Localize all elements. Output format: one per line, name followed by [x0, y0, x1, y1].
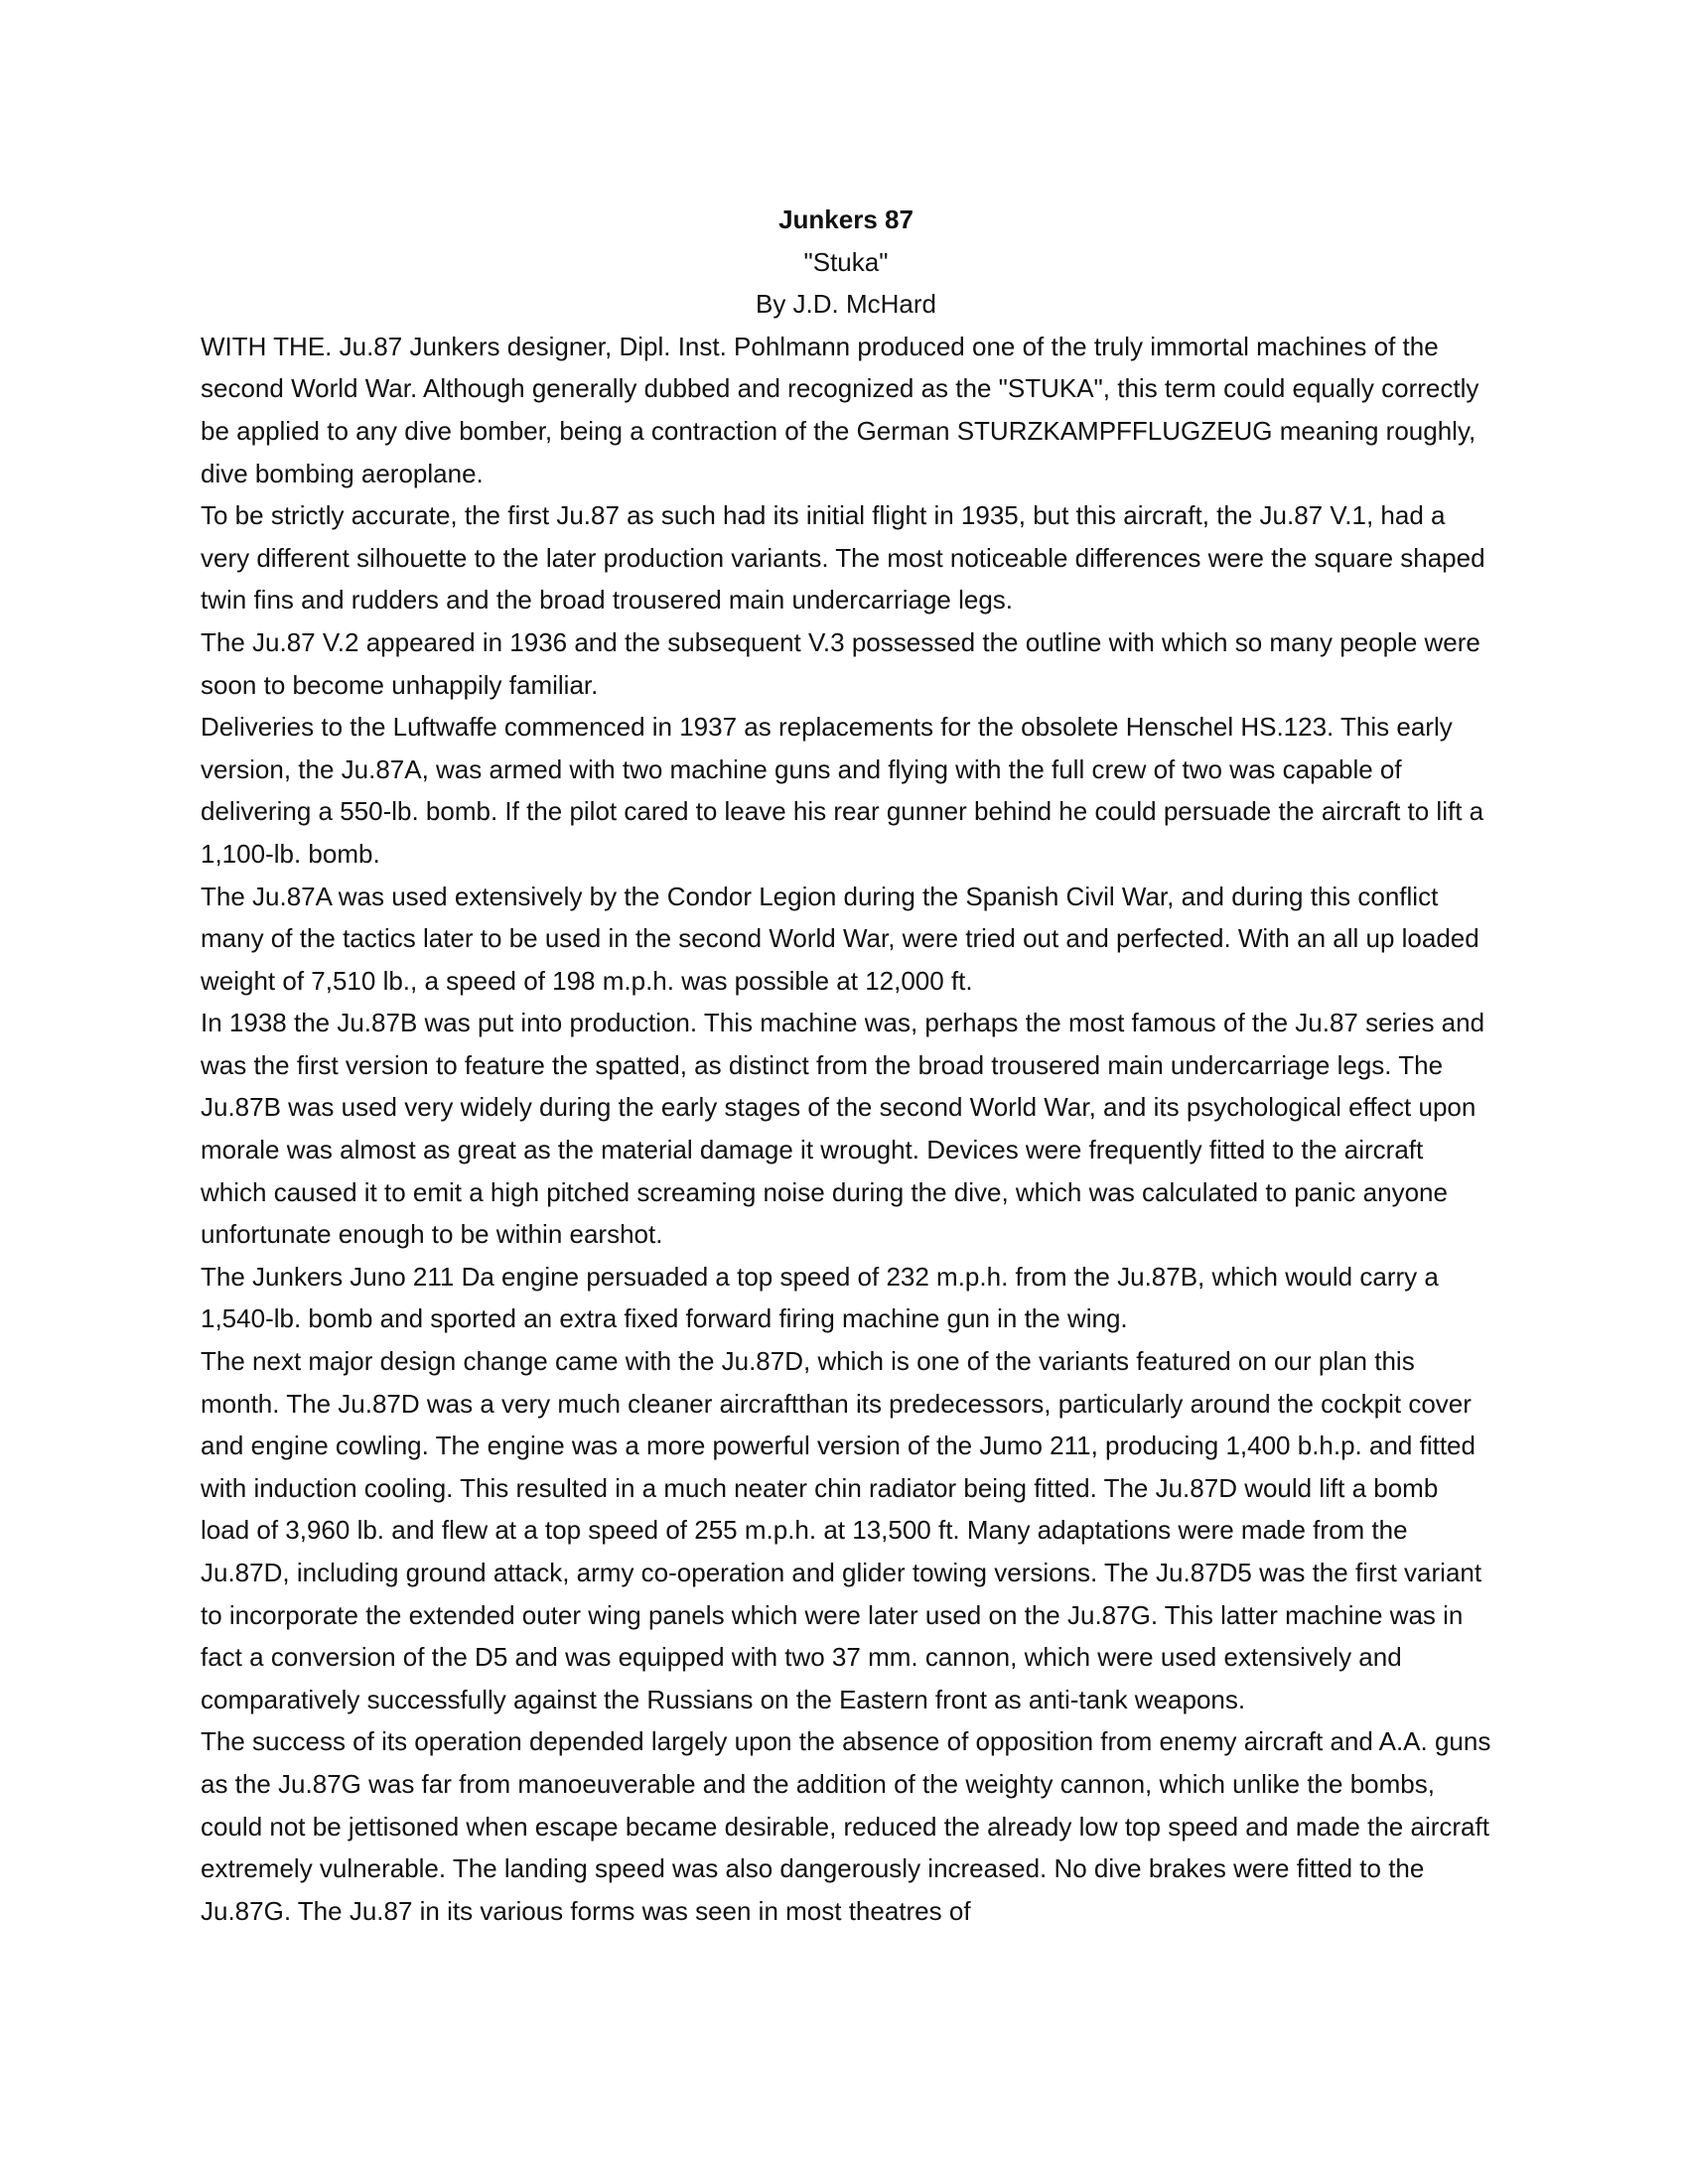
paragraph: The Ju.87A was used extensively by the Condor Legion during the Spanish Civil War, and during this conflict many of the tactics later to be used in the second World War, were tried out and perfected. With an all up loaded weight of 7,510 lb., a speed of 198 m.p.h. was possible at 12,000 ft. [201, 881, 1479, 996]
document-title: Junkers 87 [778, 205, 914, 234]
paragraph: The success of its operation depended largely upon the absence of opposition from enemy aircraft and A.A. guns as the Ju.87G was far from manoeuverable and the addition of the weighty cannon, which unlike the bombs, could not be jettisoned when escape became desirable, reduced the already low top speed and made the aircraft extremely vulnerable. The landing speed was also dangerously increased. No dive brakes were fitted to the Ju.87G. The Ju.87 in its various forms was seen in most theatres of [201, 1726, 1491, 1926]
paragraph: WITH THE. Ju.87 Junkers designer, Dipl. Inst. Pohlmann produced one of the truly immortal machines of the second World War. Although generally dubbed and recognized as the "STUKA", this term could equally correctly be applied to any dive bomber, being a contraction of the German STURZKAMPFFLUGZEUG meaning roughly, dive bombing aeroplane. [201, 331, 1479, 488]
paragraph: The Junkers Juno 211 Da engine persuaded a top speed of 232 m.p.h. from the Ju.87B, which would carry a 1,540-lb. bomb and sported an extra fixed forward firing machine gun in the wing. [201, 1261, 1439, 1334]
paragraph: In 1938 the Ju.87B was put into production. This machine was, perhaps the most famous of the Ju.87 series and was the first version to feature the spatted, as distinct from the broad trousered main undercarriage legs. The Ju.87B was used very widely during the early stages of the second World War, and its psychological effect upon morale was almost as great as the material damage it wrought. Devices were frequently fitted to the aircraft which caused it to emit a high pitched screaming noise during the dive, which was calculated to panic anyone unfortunate enough to be within earshot. [201, 1008, 1485, 1250]
document-body [201, 199, 1491, 1932]
document-subtitle: "Stuka" [803, 246, 889, 277]
paragraph: To be strictly accurate, the first Ju.87 as such had its initial flight in 1935, but this aircraft, the Ju.87 V.1, had a very different silhouette to the later production variants. The most noticeable differences were the square shaped twin fins and rudders and the broad trousered main undercarriage legs. [201, 500, 1485, 615]
document-byline: By J.D. McHard [755, 289, 937, 320]
paragraph: The Ju.87 V.2 appeared in 1936 and the subsequent V.3 possessed the outline with which so many people were soon to become unhappily familiar. [201, 626, 1480, 700]
paragraph: Deliveries to the Luftwaffe commenced in 1937 as replacements for the obsolete Henschel HS.123. This early version, the Ju.87A, was armed with two machine guns and flying with the full crew of two was capable of delivering a 550-lb. bomb. If the pilot cared to leave his rear gunner behind he could persuade the aircraft to lift a 1,100-lb. bomb. [201, 712, 1484, 869]
paragraph: The next major design change came with the Ju.87D, which is one of the variants featured on our plan this month. The Ju.87D was a very much cleaner aircraftthan its predecessors, particularly around the cockpit cover and engine cowling. The engine was a more powerful version of the Jumo 211, producing 1,400 b.h.p. and fitted with induction cooling. This resulted in a much neater chin radiator being fitted. The Ju.87D would lift a bomb load of 3,960 lb. and flew at a top speed of 255 m.p.h. at 13,500 ft. Many adaptations were made from the Ju.87D, including ground attack, army co-operation and glider towing versions. The Ju.87D5 was the first variant to incorporate the extended outer wing panels which were later used on the Ju.87G. This latter machine was in fact a conversion of the D5 and was equipped with two 37 mm. cannon, which were used extensively and comparatively successfully against the Russians on the Eastern front as anti-tank weapons. [201, 1346, 1482, 1714]
